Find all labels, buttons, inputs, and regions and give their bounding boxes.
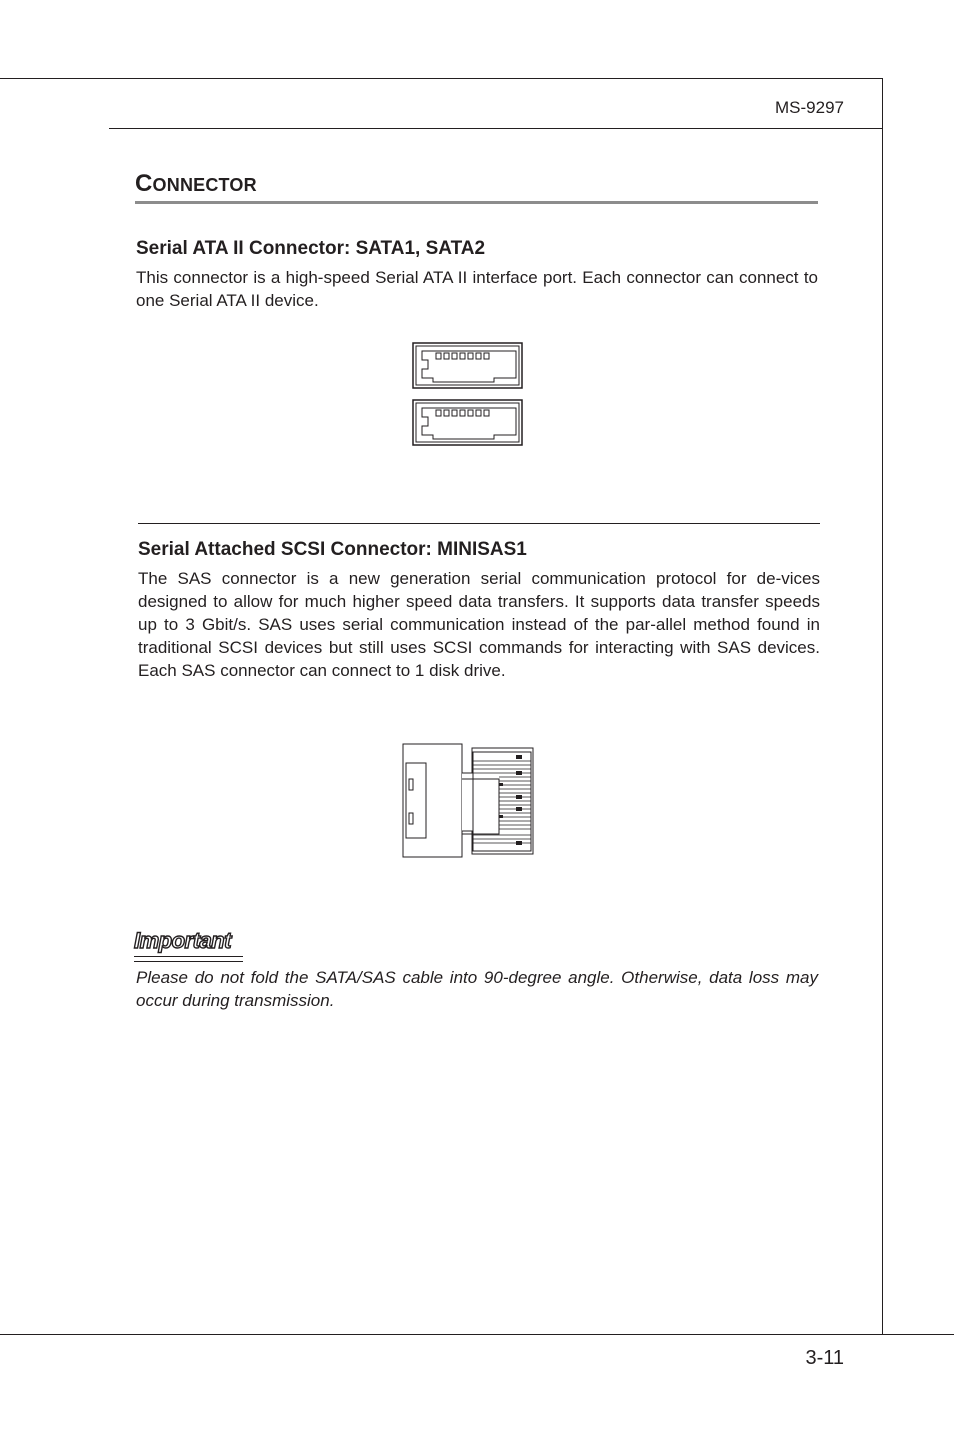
section-title-rest: ONNECTOR [152,175,257,195]
section-title-initial: C [135,170,153,197]
section-title [135,170,257,198]
sas-description: The SAS connector is a new generation serial communication protocol for de-vices designed to allow for much higher speed data transfers. It supports data transfer speeds up to 3 Gbit/s. SAS uses serial communication instead of the par-allel method found in traditional SCSI devices but still uses SCSI commands for interacting with SAS devices. Each SAS connector can connect to 1 disk drive. [138,569,820,680]
page-number: 3-11 [805,1347,844,1369]
important-underline-2 [134,961,243,962]
important-note: Please do not fold the SATA/SAS cable into 90-degree angle. Otherwise, data loss may occur during transmission. [136,968,818,1010]
sata-connector-diagram [412,342,524,448]
model-number: MS-9297 [775,98,844,117]
sas-section-rule [138,523,820,524]
right-border-line [882,78,883,1335]
important-label [134,928,231,954]
minisas-connector-diagram [402,743,536,861]
sata-connector-1 [413,343,522,388]
section-title-rule [135,201,818,204]
top-border-line [0,78,883,79]
sata-description: This connector is a high-speed Serial ATA II interface port. Each connector can connect to one Serial ATA II device. [136,268,818,310]
important-label-text: Important [134,928,231,953]
bottom-border-line [0,1334,954,1335]
sata-connector-2 [413,400,522,445]
sata-heading: Serial ATA II Connector: SATA1, SATA2 [136,238,486,259]
sas-heading: Serial Attached SCSI Connector: MINISAS1 [138,539,527,560]
important-underline-1 [134,956,243,957]
header-rule [109,128,883,129]
